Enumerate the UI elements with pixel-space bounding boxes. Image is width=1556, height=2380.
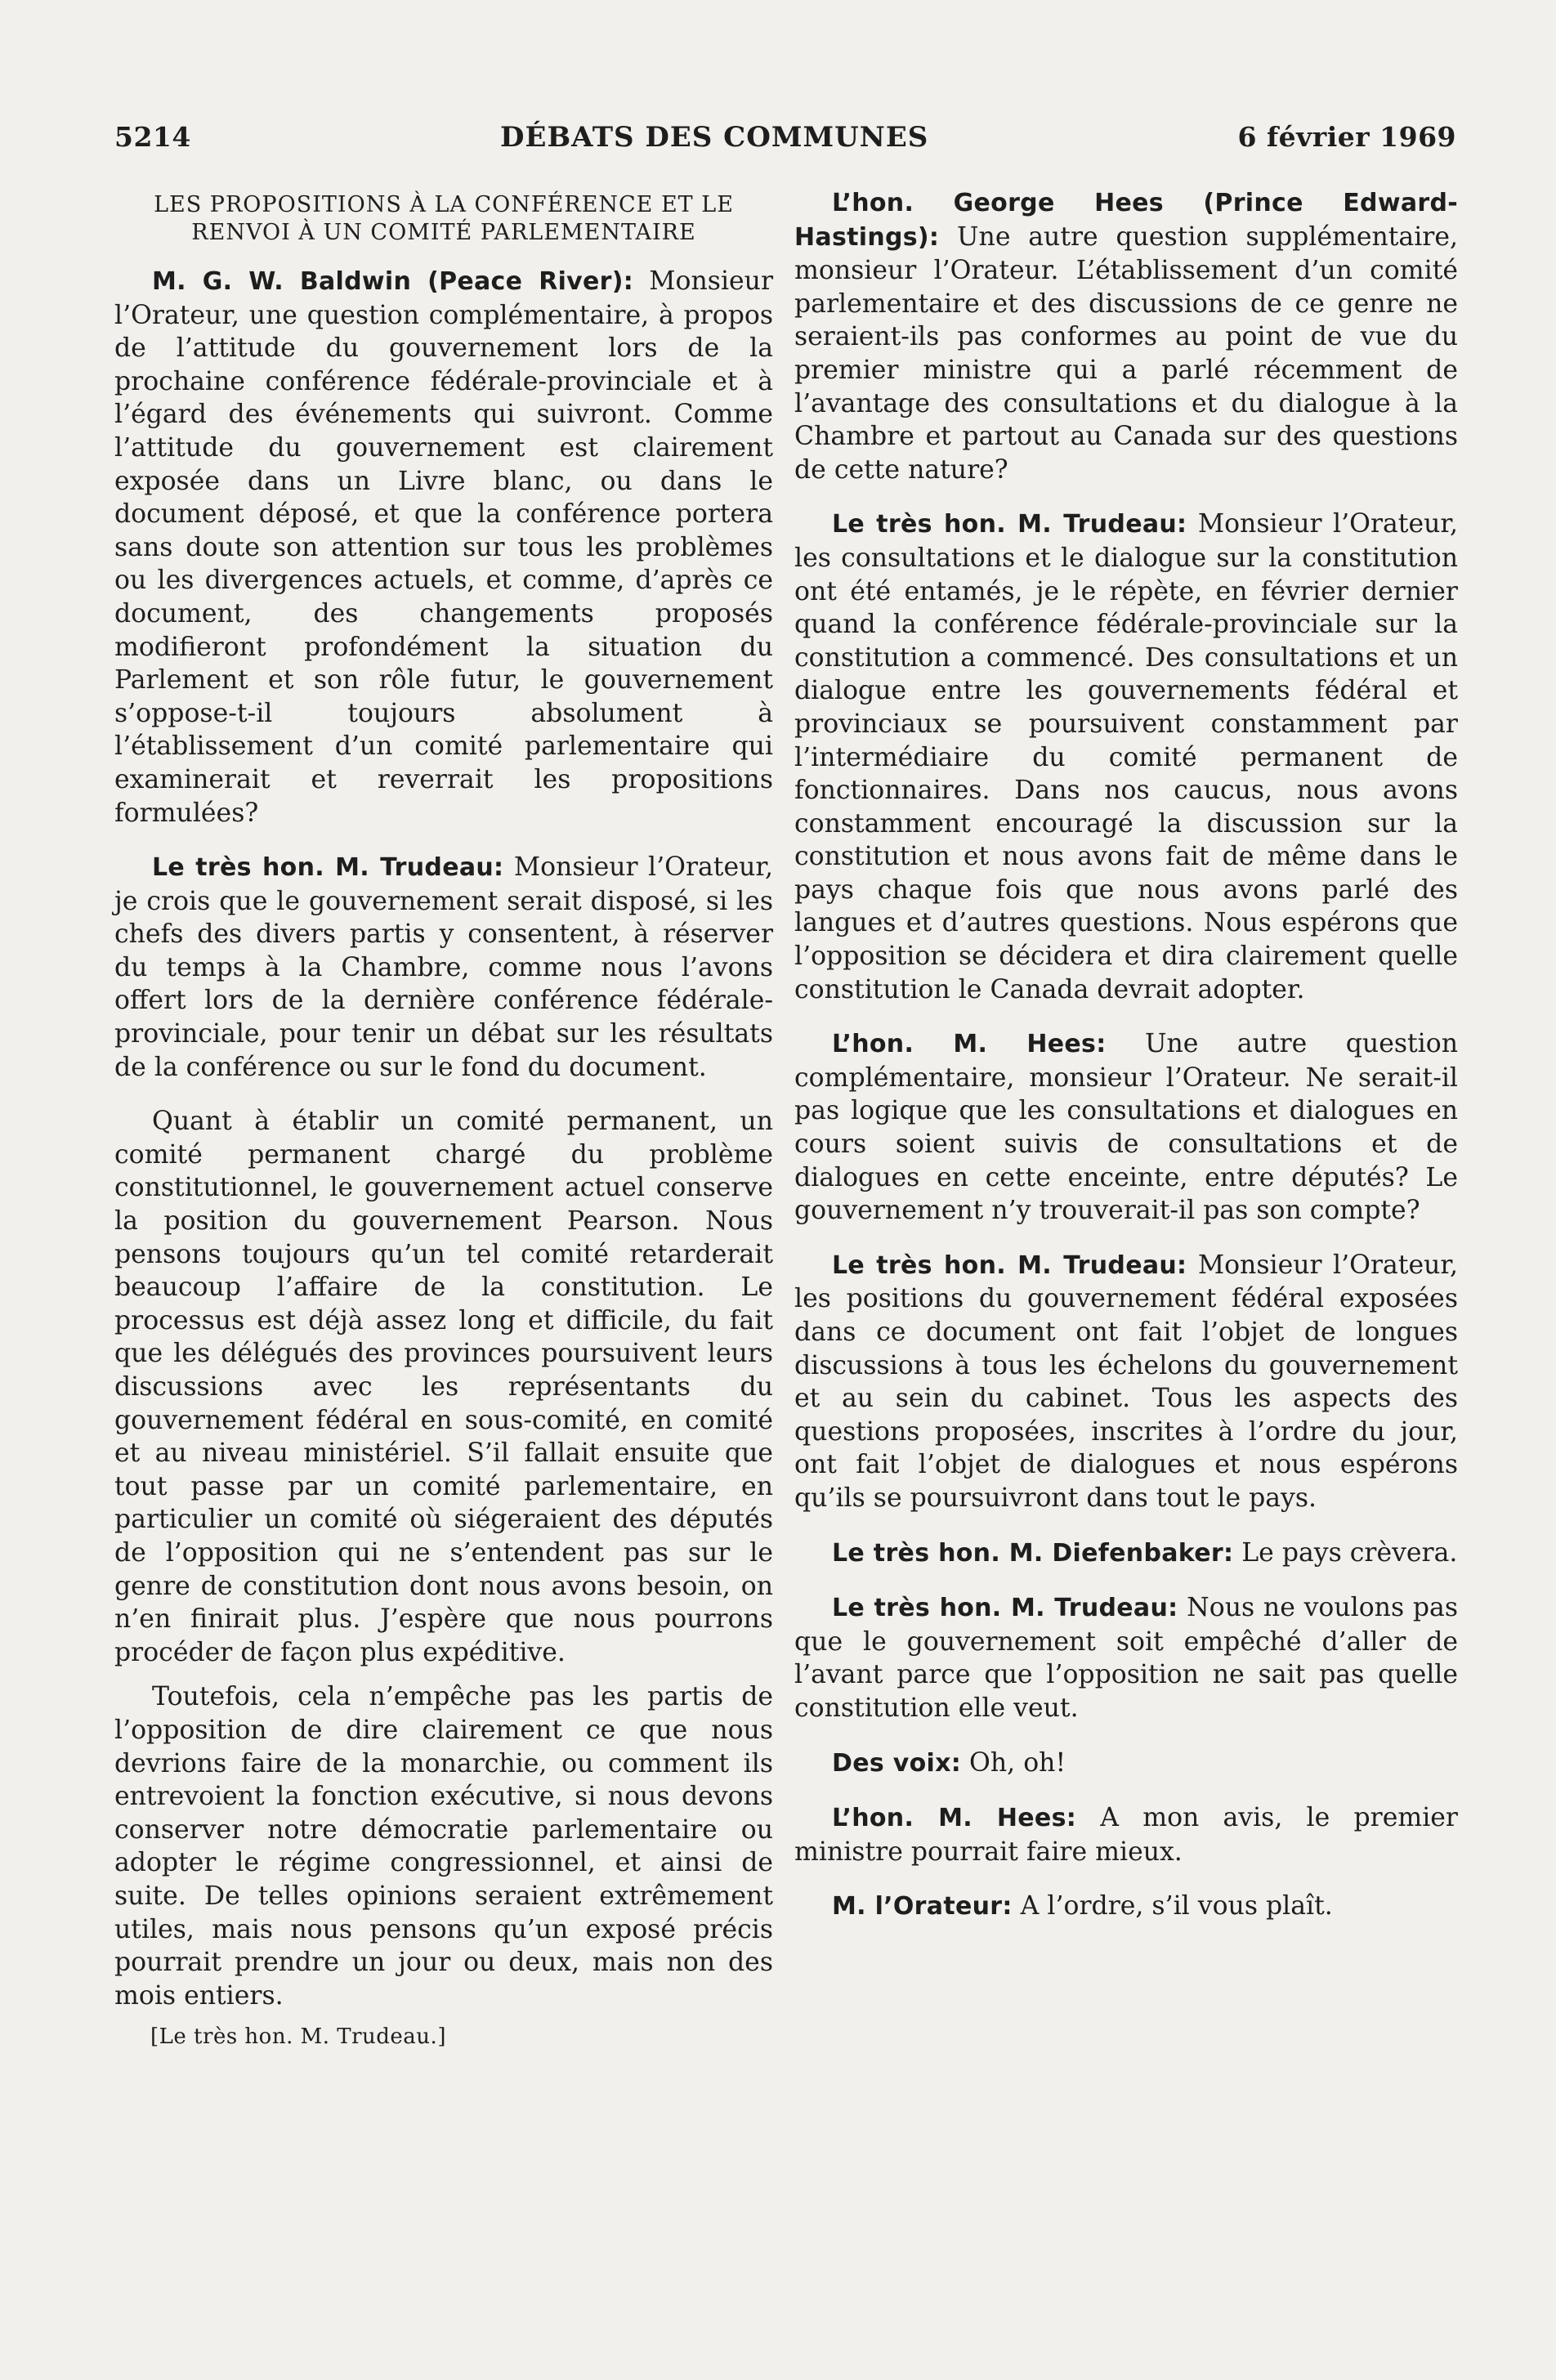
speaker-name: Le très hon. M. Trudeau: bbox=[832, 1250, 1187, 1280]
speech-text: A l’ordre, s’il vous plaît. bbox=[1012, 1891, 1333, 1921]
speaker-name: L’hon. George Hees (Prince Edward-Hastings): bbox=[794, 189, 1458, 252]
paragraph-trudeau-3: Toutefois, cela n’empêche pas les partis de l’opposition de dire clairement ce que nous devrions faire de la monarchie, ou comment ils entrevoient la fonction exécutive, si nous devons conserver notre démocratie parlementaire ou adopter le régime congressionnel, et ainsi de suite. De telles opinions seraient extrêmement utiles, mais nous pensons qu’un exposé précis pourrait prendre un jour ou deux, mais non des mois entiers. bbox=[114, 1682, 773, 2011]
page-number: 5214 bbox=[114, 121, 191, 153]
running-header bbox=[114, 121, 1456, 170]
speech-text: Nous ne voulons pas que le gouvernement soit empêché d’aller de l’avant parce que l’opposition ne sait pas quelle constitution elle veut. bbox=[794, 1593, 1458, 1723]
speaker-name: L’hon. M. Hees: bbox=[832, 1804, 1077, 1833]
paragraph-trudeau-4 bbox=[794, 508, 1458, 1006]
right-column bbox=[794, 186, 1458, 1945]
paragraph-des-voix bbox=[794, 1747, 1458, 1781]
paragraph-hees-3 bbox=[794, 1801, 1458, 1868]
speaker-name: Le très hon. M. Diefenbaker: bbox=[832, 1538, 1234, 1568]
speaker-name: Le très hon. M. Trudeau: bbox=[832, 1594, 1178, 1623]
speaker-name: L’hon. M. Hees: bbox=[832, 1030, 1107, 1059]
paragraph-trudeau-1 bbox=[114, 851, 773, 1084]
paragraph-trudeau-2: Quant à établir un comité permanent, un comité permanent chargé du problème constitutionnel, le gouvernement actuel conserve la position du gouvernement Pearson. Nous pensons toujours qu’un tel comité retarderait beaucoup l’affaire de la constitution. Le processus est déjà assez long et difficile, du fait que les délégués des provinces poursuivent leurs discussions avec les représentants du gouvernement fédéral en sous-comité, en comité et au niveau ministériel. S’il fallait ensuite que tout passe par un comité parlementaire, en particulier un comité où siégeraient des députés de l’opposition qui ne s’entendent pas sur le genre de constitution dont nous avons besoin, on n’en finirait plus. J’espère que nous pourrons procéder de façon plus expéditive. bbox=[114, 1107, 773, 1667]
speech-text: Monsieur l’Orateur, une question complémentaire, à propos de l’attitude du gouvernement lors de la prochaine conférence fédérale-provinciale et à l’égard des événements qui suivront. Comme l’attitude du gouvernement est clairement exposée dans un Livre blanc, ou dans le document déposé, et que la conférence portera sans doute son attention sur tous les problèmes ou les divergences actuels, et comme, d’après ce document, des changements proposés modifieront profondément la situation du Parlement et son rôle futur, le gouvernement s’oppose-t-il toujours absolument à l’établissement d’un comité parlementaire qui examinerait et reverrait les propositions formulées? bbox=[114, 266, 774, 828]
paragraph-trudeau-6 bbox=[794, 1591, 1458, 1725]
paragraph-hees-2 bbox=[794, 1027, 1458, 1228]
speaker-name: Le très hon. M. Trudeau: bbox=[832, 510, 1187, 539]
paragraph-hees-1 bbox=[794, 186, 1458, 486]
speech-text: Une autre question supplémentaire, monsieur l’Orateur. L’établissement d’un comité parlementaire et des discussions de ce genre ne seraient-ils pas conformes au point de vue du premier ministre qui a parlé récemment de l’avantage des consultations et du dialogue à la Chambre et partout au Canada sur des questions de cette nature? bbox=[794, 221, 1458, 485]
issue-date: 6 février 1969 bbox=[1237, 121, 1456, 153]
speaker-name: Le très hon. M. Trudeau: bbox=[152, 853, 504, 883]
speech-text: Oh, oh! bbox=[961, 1747, 1066, 1778]
section-heading: LES PROPOSITIONS À LA CONFÉRENCE ET LE RENVOI À UN COMITÉ PARLEMENTAIRE bbox=[154, 192, 734, 245]
speech-text: Monsieur l’Orateur, je crois que le gouvernement serait disposé, si les chefs des divers partis y consentent, à réserver du temps à la Chambre, comme nous l’avons offert lors de la dernière conférence fédérale-provinciale, pour tenir un débat sur les résultats de la conférence ou sur le fond du document. bbox=[114, 852, 773, 1082]
speech-text: Monsieur l’Orateur, les consultations et le dialogue sur la constitution ont été entamés, je le répète, en février dernier quand la conférence fédérale-provinciale sur la constitution a commencé. Des consultations et un dialogue entre les gouvernements fédéral et provinciaux se poursuivent constamment par l’intermédiaire du comité permanent de fonctionnaires. Dans nos caucus, nous avons constamment encouragé la discussion sur la constitution et nous avons fait de même dans le pays chaque fois que nous avons parlé des langues et d’autres questions. Nous espérons que l’opposition se décidera et dira clairement quelle constitution le Canada devrait adopter. bbox=[794, 509, 1458, 1004]
speech-text: A mon avis, le premier ministre pourrait faire mieux. bbox=[794, 1803, 1458, 1867]
paragraph-trudeau-5 bbox=[794, 1249, 1458, 1515]
paragraph-baldwin bbox=[114, 265, 773, 830]
speech-text: Le pays crèvera. bbox=[1233, 1537, 1458, 1568]
paragraph-orateur bbox=[794, 1890, 1458, 1924]
speaker-name: M. G. W. Baldwin (Peace River): bbox=[152, 267, 634, 296]
speech-text: Monsieur l’Orateur, les positions du gouvernement fédéral exposées dans ce document ont fait l’objet de longues discussions à tous les échelons du gouvernement et au sein du cabinet. Tous les aspects des questions proposées, inscrites à l’ordre du jour, ont fait l’objet de dialogues et nous espérons qu’ils se poursuivront dans tout le pays. bbox=[794, 1250, 1458, 1513]
left-column bbox=[114, 186, 773, 2075]
speech-text: Une autre question complémentaire, monsieur l’Orateur. Ne serait-il pas logique que les consultations et dialogues en cours soient suivis de consultations et de dialogues en cette enceinte, entre députés? Le gouvernement n’y trouverait-il pas son compte? bbox=[794, 1029, 1458, 1226]
speaker-name: M. l’Orateur: bbox=[832, 1892, 1013, 1921]
speaker-name: Des voix: bbox=[832, 1748, 962, 1778]
journal-title: DÉBATS DES COMMUNES bbox=[500, 121, 929, 154]
speaker-continuation-note: [Le très hon. M. Trudeau.] bbox=[150, 2024, 446, 2050]
paragraph-diefenbaker bbox=[794, 1537, 1458, 1571]
